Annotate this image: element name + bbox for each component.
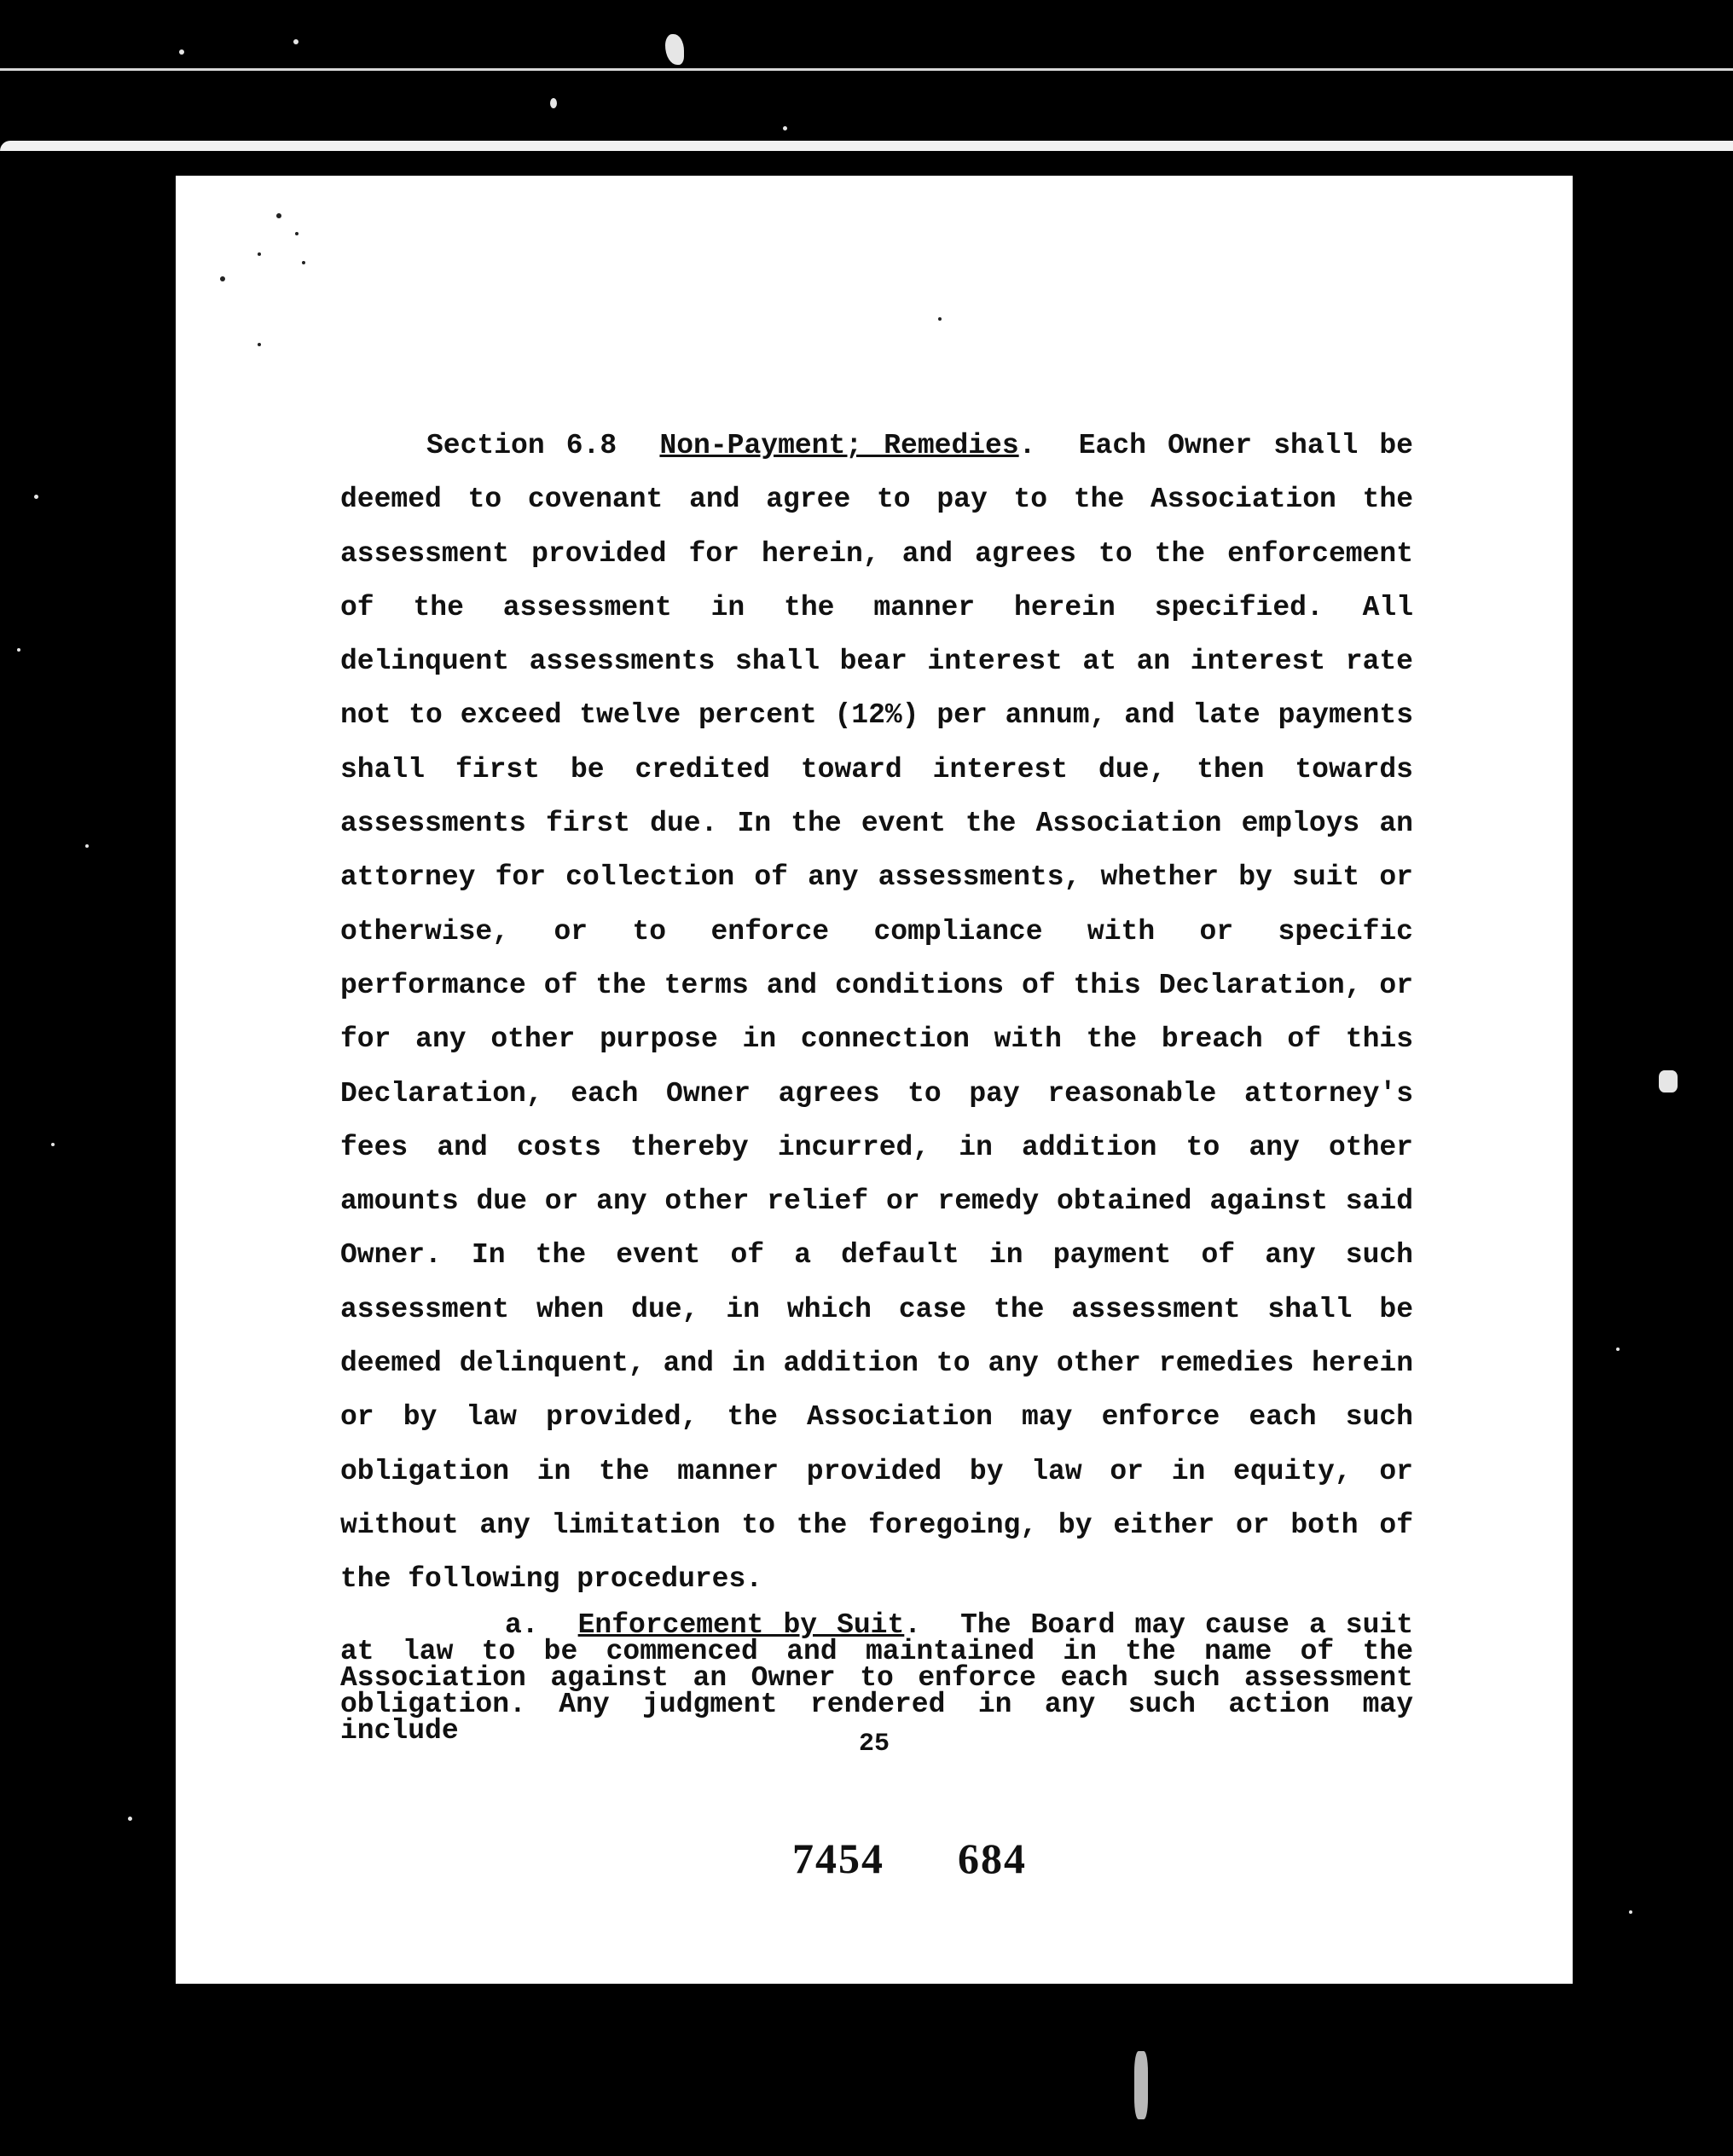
book-page-number: 684 bbox=[958, 1834, 1027, 1882]
book-page-stamp bbox=[792, 1834, 1027, 1883]
section-number: Section 6.8 bbox=[426, 430, 617, 461]
noise-speck bbox=[293, 39, 298, 44]
subsection-a: a. Enforcement by Suit. The Board may cause a suit at law to be commenced and maintained in the name of the Association against an Owner to enforce each such assessment obligation. Any judgment rendered in any such action may include bbox=[340, 1608, 1413, 1747]
noise-speck bbox=[276, 213, 281, 218]
noise-speck bbox=[179, 49, 184, 55]
scanner-edge-line bbox=[0, 68, 1733, 71]
noise-speck bbox=[783, 126, 787, 130]
section-paragraph: Section 6.8 Non-Payment; Remedies. Each Owner shall be deemed to covenant and agree to pay to the Association the assessment provided for herein, and agrees to the enforcement of the assessment in the manner herein specified. All delinquent assessments shall bear interest at an interest rate not to exceed twelve percent (12%) per annum, and late payments shall first be credited toward interest due, then towards assessments first due. In the event the Association employs an attorney for collection of any assessments, whether by suit or otherwise, or to enforce compliance with or specific performance of the terms and conditions of this Declaration, or for any other purpose in connection with the breach of this Declaration, each Owner agrees to pay reasonable attorney's fees and costs thereby incurred, in addition to any other amounts due or any other relief or remedy obtained against said Owner. In the event of a default in payment of any such assessment when due, in which case the assessment shall be deemed delinquent, and in addition to any other remedies herein or by law provided, the Association may enforce each such obligation in the manner provided by law or in equity, or without any limitation to the foregoing, by either or both of the following procedures. bbox=[340, 430, 1413, 1596]
noise-speck bbox=[550, 98, 557, 108]
noise-speck bbox=[258, 252, 261, 256]
noise-speck bbox=[220, 276, 225, 281]
noise-speck bbox=[1629, 1910, 1632, 1914]
page-number: 25 bbox=[858, 1730, 890, 1759]
noise-speck bbox=[85, 844, 89, 848]
noise-speck bbox=[34, 495, 38, 499]
noise-speck bbox=[1616, 1348, 1620, 1351]
section-body: Each Owner shall be deemed to covenant and agree to pay to the Association the assessment provided for herein, and agrees to the enforcement of the assessment in the manner herein specified. All delinquent assessments shall bear interest at an interest rate not to exceed twelve percent (12%) per annum, and late payments shall first be credited toward interest due, then towards assessments first due. In the event the Association employs an attorney for collection of any assessments, whether by suit or otherwise, or to enforce compliance with or specific performance of the terms and conditions of this Declaration, or for any other purpose in connection with the breach of this Declaration, each Owner agrees to pay reasonable attorney's fees and costs thereby incurred, in addition to any other amounts due or any other relief or remedy obtained against said Owner. In the event of a default in payment of any such assessment when due, in which case the assessment shall be deemed delinquent, and in addition to any other remedies herein or by law provided, the Association may enforce each such obligation in the manner provided by law or in equity, or without any limitation to the foregoing, by either or both of the following procedures. bbox=[340, 430, 1413, 1596]
subsection-marker: a. bbox=[505, 1608, 539, 1641]
noise-speck bbox=[258, 343, 261, 346]
noise-speck bbox=[17, 648, 20, 652]
noise-speck bbox=[1659, 1070, 1678, 1092]
section-title: Non-Payment; Remedies bbox=[659, 430, 1019, 461]
noise-speck bbox=[302, 261, 305, 264]
noise-speck bbox=[128, 1817, 132, 1821]
book-number: 7454 bbox=[792, 1834, 884, 1882]
document-page bbox=[176, 176, 1573, 1984]
scanner-edge-band bbox=[0, 141, 1733, 151]
noise-speck bbox=[51, 1143, 55, 1146]
noise-speck bbox=[938, 317, 942, 321]
subsection-title: Enforcement by Suit bbox=[577, 1608, 905, 1641]
noise-speck bbox=[295, 232, 298, 235]
noise-speck bbox=[665, 34, 684, 65]
noise-speck bbox=[1134, 2051, 1148, 2119]
subsection-body: The Board may cause a suit at law to be commenced and maintained in the name of the Association against an Owner to enforce each such assessment obligation. Any judgment rendered in any such action may include bbox=[340, 1608, 1413, 1747]
